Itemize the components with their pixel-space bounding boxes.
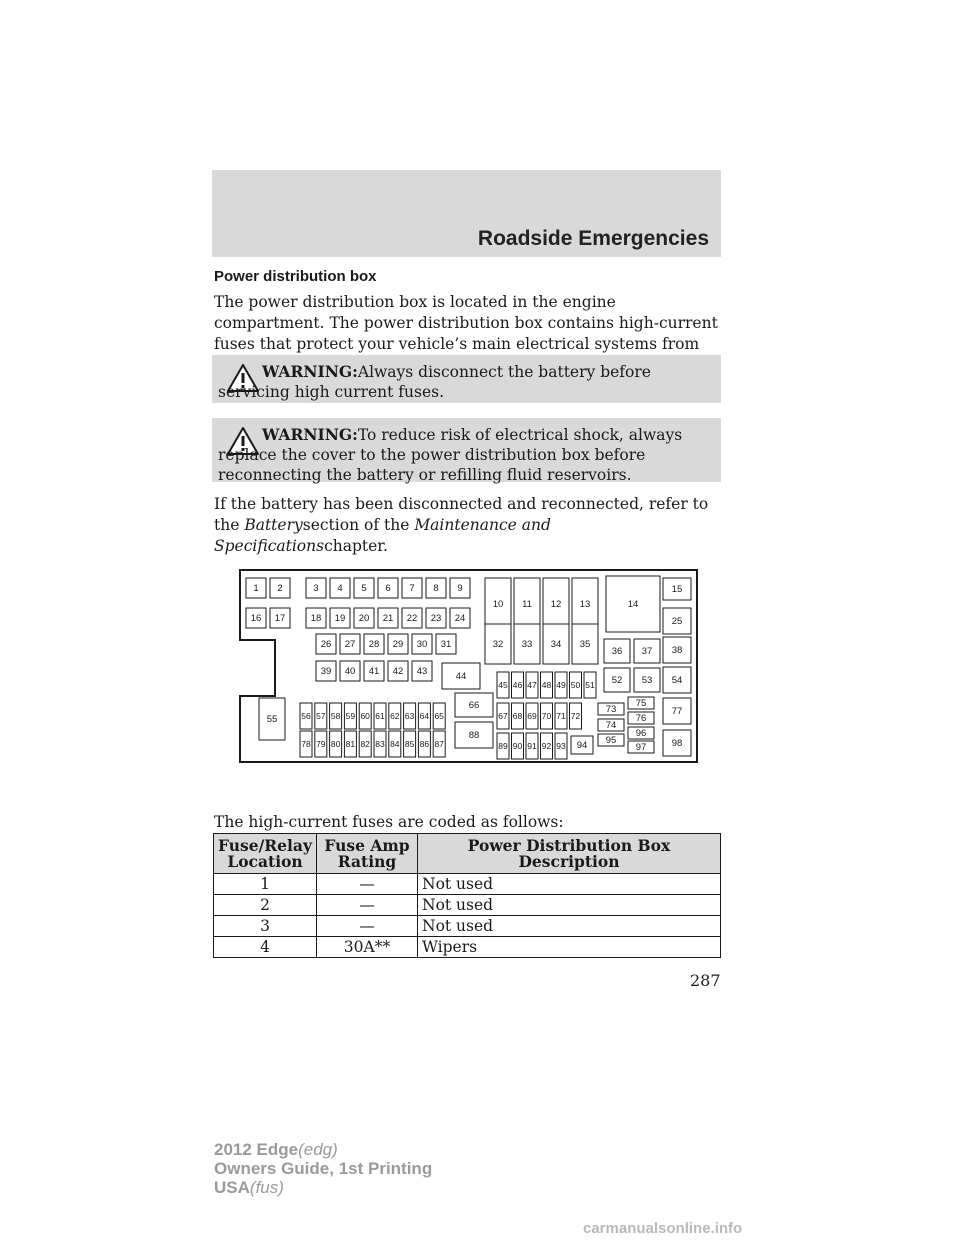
fuse-label-4: 4	[337, 583, 343, 594]
fuse-label-25: 25	[671, 616, 683, 627]
warning-text-1	[218, 362, 714, 402]
table-row	[214, 895, 721, 916]
fuse-label-57: 57	[316, 711, 326, 721]
coded-intro: The high-current fuses are coded as follows:	[214, 813, 564, 831]
fuse-label-7: 7	[409, 583, 415, 594]
fuse-label-14: 14	[627, 599, 639, 610]
fuse-label-59: 59	[345, 711, 356, 721]
fuse-label-88: 88	[468, 730, 480, 741]
fuse-label-92: 92	[541, 741, 552, 751]
fuse-label-58: 58	[330, 711, 341, 721]
fuse-label-43: 43	[416, 666, 428, 677]
table-row	[214, 874, 721, 895]
fuse-label-28: 28	[368, 639, 380, 650]
battery-note-mid: section of the	[302, 516, 410, 534]
cell-location: 4	[214, 937, 317, 958]
page-number: 287	[690, 971, 721, 990]
fuse-label-39: 39	[320, 666, 332, 677]
fuse-label-74: 74	[605, 720, 617, 731]
fuse-table	[213, 833, 721, 958]
fuse-label-79: 79	[316, 739, 326, 749]
warning-body-2: To reduce risk of electrical shock, always replace the cover to the power distribution box before reconnecting the battery or refilling fluid reservoirs.	[218, 426, 683, 484]
fuse-label-82: 82	[360, 739, 370, 749]
fuse-label-93: 93	[556, 741, 566, 751]
fuse-label-56: 56	[301, 711, 311, 721]
fuse-label-45: 45	[498, 680, 508, 690]
fuse-label-23: 23	[430, 613, 442, 624]
fuse-label-76: 76	[635, 713, 647, 724]
footer-line-3	[214, 1178, 432, 1197]
fuse-label-38: 38	[671, 645, 683, 656]
warning-body-1: Always disconnect the battery before servicing high current fuses.	[218, 363, 651, 401]
intro-paragraph: The power distribution box is located in the engine compartment. The power distribution box contains high-current fuses that protect your vehicle’s main electrical systems from	[214, 293, 718, 353]
battery-note	[214, 494, 724, 557]
cell-location: 3	[214, 916, 317, 937]
warning-label-2: WARNING:	[262, 425, 358, 444]
fuse-label-60: 60	[360, 711, 370, 721]
warning-text-2	[218, 425, 714, 485]
fuse-box-diagram	[230, 560, 710, 770]
fuse-label-54: 54	[671, 675, 683, 686]
fuse-label-64: 64	[419, 711, 430, 721]
section-header-title: Roadside Emergencies	[477, 227, 709, 250]
fuse-label-31: 31	[440, 639, 452, 650]
cell-rating: 30A**	[317, 937, 418, 958]
fuse-label-50: 50	[570, 680, 581, 690]
fuse-label-52: 52	[611, 675, 623, 686]
fuse-label-2: 2	[277, 583, 283, 594]
fuse-label-36: 36	[611, 646, 623, 657]
table-header-row	[214, 834, 721, 874]
fuse-label-81: 81	[345, 739, 356, 749]
fuse-label-32: 32	[492, 639, 504, 650]
fuse-label-51: 51	[585, 680, 595, 690]
fuse-label-90: 90	[512, 741, 523, 751]
fuse-label-75: 75	[635, 698, 647, 709]
fuse-label-83: 83	[375, 739, 385, 749]
fuse-label-42: 42	[392, 666, 404, 677]
table-row	[214, 937, 721, 958]
fuse-label-89: 89	[498, 741, 508, 751]
fuse-label-15: 15	[671, 584, 683, 595]
fuse-label-85: 85	[404, 739, 415, 749]
fuse-label-66: 66	[468, 700, 480, 711]
fuse-label-91: 91	[527, 741, 537, 751]
fuse-label-94: 94	[576, 740, 588, 751]
fuse-label-6: 6	[385, 583, 391, 594]
fuse-label-10: 10	[492, 599, 504, 610]
cell-description: Not used	[418, 874, 721, 895]
fuse-label-1: 1	[253, 583, 259, 594]
fuse-label-84: 84	[390, 739, 400, 749]
battery-note-prefix: If the battery has been disconnected and reconnected, refer to the	[214, 495, 709, 534]
battery-note-suffix: chapter.	[324, 537, 388, 555]
table-row	[214, 916, 721, 937]
fuse-label-98: 98	[671, 738, 683, 749]
fuse-label-9: 9	[457, 583, 463, 594]
fuse-label-13: 13	[579, 599, 591, 610]
fuse-label-61: 61	[375, 711, 385, 721]
fuse-label-95: 95	[605, 735, 617, 746]
fuse-label-29: 29	[392, 639, 404, 650]
fuse-label-35: 35	[579, 639, 591, 650]
fuse-label-33: 33	[521, 639, 533, 650]
cell-description: Not used	[418, 916, 721, 937]
fuse-label-37: 37	[641, 646, 653, 657]
fuse-label-72: 72	[570, 711, 581, 721]
fuse-label-24: 24	[454, 613, 466, 624]
fuse-label-17: 17	[274, 613, 286, 624]
fuse-label-53: 53	[641, 675, 653, 686]
footer-line-1	[214, 1140, 432, 1159]
fuse-label-48: 48	[541, 680, 552, 690]
fuse-label-41: 41	[368, 666, 380, 677]
fuse-label-21: 21	[382, 613, 394, 624]
fuse-label-30: 30	[416, 639, 428, 650]
fuse-label-19: 19	[334, 613, 346, 624]
fuse-label-63: 63	[404, 711, 415, 721]
fuse-label-46: 46	[512, 680, 523, 690]
cell-description: Wipers	[418, 937, 721, 958]
fuse-label-96: 96	[635, 728, 647, 739]
fuse-label-44: 44	[455, 671, 467, 682]
fuse-label-22: 22	[406, 613, 418, 624]
cell-rating: —	[317, 895, 418, 916]
fuse-label-5: 5	[361, 583, 367, 594]
fuse-label-8: 8	[433, 583, 439, 594]
fuse-label-73: 73	[605, 704, 617, 715]
fuse-label-86: 86	[419, 739, 430, 749]
fuse-label-70: 70	[541, 711, 552, 721]
warning-label-1: WARNING:	[262, 362, 358, 381]
fuse-label-49: 49	[556, 680, 566, 690]
warning-box-1	[212, 355, 721, 403]
col-rating-header: Fuse Amp Rating	[317, 834, 418, 874]
cell-rating: —	[317, 916, 418, 937]
fuse-label-55: 55	[266, 714, 278, 725]
fuse-label-34: 34	[550, 639, 562, 650]
footer-market-code: (fus)	[249, 1178, 284, 1197]
col-description-header: Power Distribution Box Description	[418, 834, 721, 874]
cell-location: 1	[214, 874, 317, 895]
fuse-label-20: 20	[358, 613, 370, 624]
fuse-label-71: 71	[556, 711, 566, 721]
fuse-label-80: 80	[330, 739, 341, 749]
fuse-label-78: 78	[301, 739, 311, 749]
fuse-label-65: 65	[434, 711, 444, 721]
fuse-label-11: 11	[522, 599, 532, 610]
fuse-label-27: 27	[344, 639, 356, 650]
fuse-label-16: 16	[250, 613, 262, 624]
col-location-header: Fuse/Relay Location	[214, 834, 317, 874]
fuse-label-68: 68	[512, 711, 523, 721]
fuse-label-47: 47	[527, 680, 537, 690]
fuse-label-26: 26	[320, 639, 332, 650]
fuse-label-12: 12	[550, 599, 562, 610]
fuse-label-87: 87	[434, 739, 444, 749]
battery-note-chapter: Maintenance and Specifications	[214, 516, 551, 555]
fuse-label-40: 40	[344, 666, 356, 677]
footer-line-2: Owners Guide, 1st Printing	[214, 1159, 433, 1178]
watermark: carmanualsonline.info	[583, 1220, 743, 1237]
fuse-label-3: 3	[313, 583, 319, 594]
footer-model-code: (edg)	[298, 1140, 338, 1159]
fuse-label-62: 62	[390, 711, 400, 721]
fuse-label-69: 69	[527, 711, 537, 721]
footer	[214, 1140, 432, 1197]
fuse-label-67: 67	[498, 711, 508, 721]
fuse-label-77: 77	[671, 706, 683, 717]
footer-market: USA	[214, 1178, 250, 1197]
section-header-band	[212, 170, 721, 257]
cell-location: 2	[214, 895, 317, 916]
fuse-label-97: 97	[635, 742, 647, 753]
fuse-label-18: 18	[310, 613, 322, 624]
warning-box-2	[212, 418, 721, 482]
cell-rating: —	[317, 874, 418, 895]
battery-note-battery: Battery	[244, 516, 303, 534]
footer-model: 2012 Edge	[214, 1140, 299, 1159]
cell-description: Not used	[418, 895, 721, 916]
power-distribution-heading: Power distribution box	[214, 268, 377, 285]
